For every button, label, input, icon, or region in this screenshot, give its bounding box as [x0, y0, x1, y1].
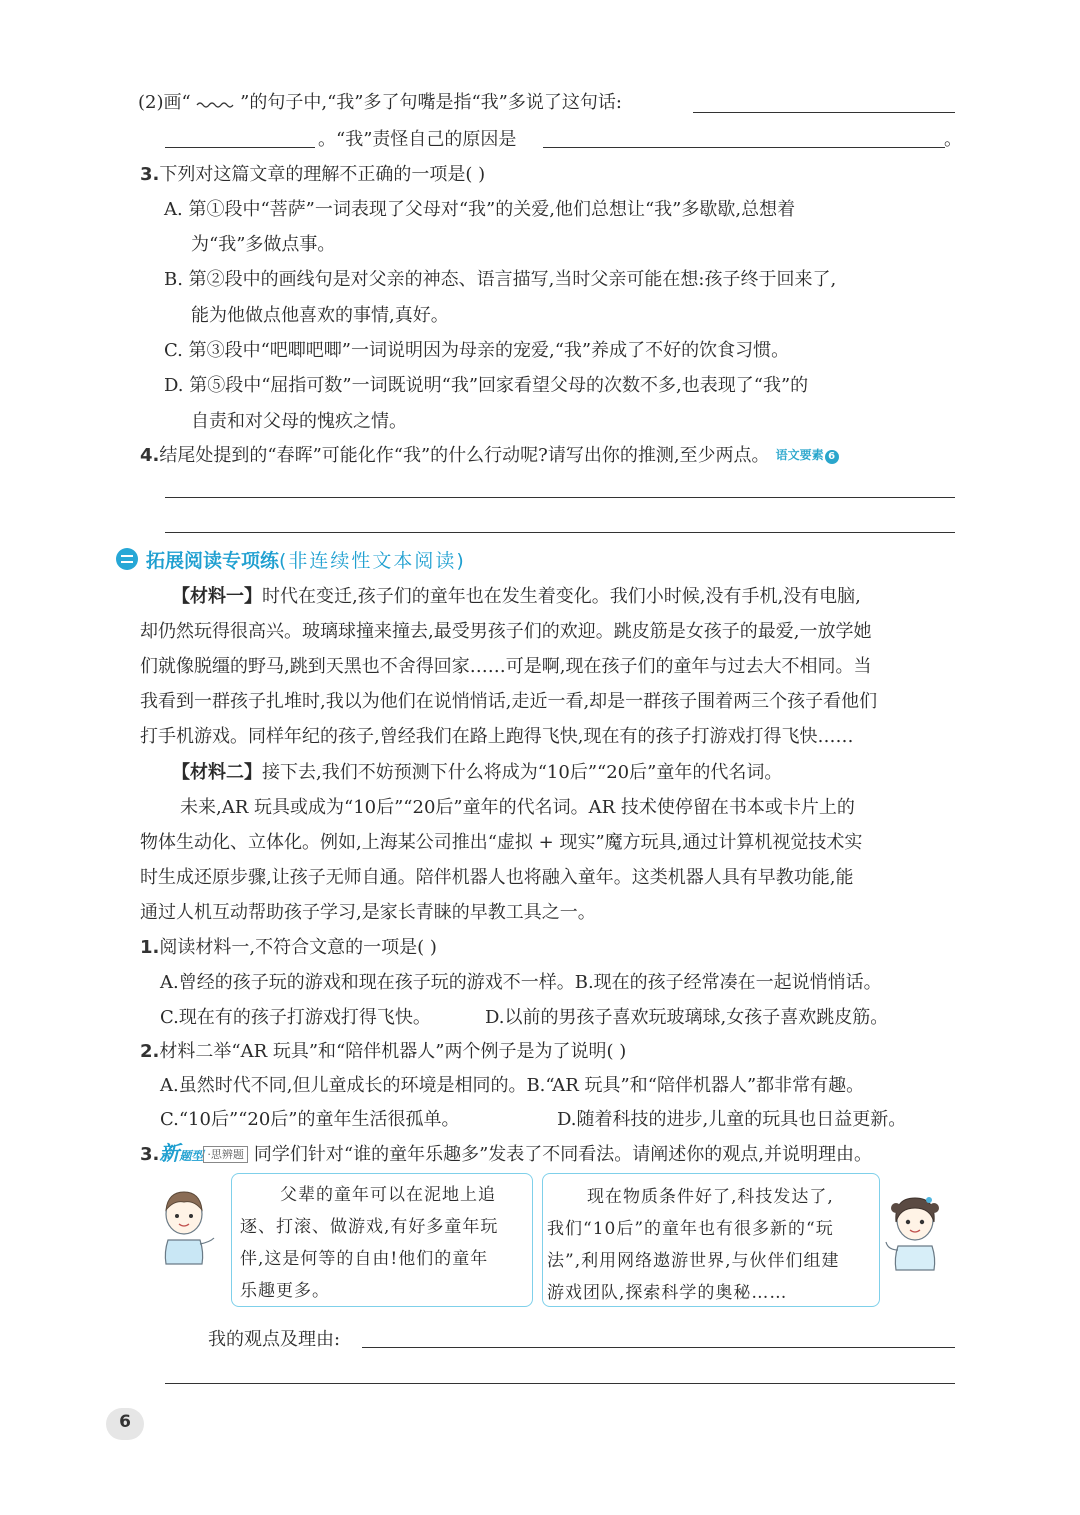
- p2-option-d: D.随着科技的进步,儿童的玩具也日益更新。: [557, 1109, 907, 1130]
- bubble-left-line4: 乐趣更多。: [240, 1281, 330, 1301]
- speech-bubble-left: [231, 1173, 533, 1307]
- q3-option-a-line2: 为“我”多做点事。: [191, 234, 336, 255]
- p1-number: 1.: [140, 937, 160, 958]
- girl-icon: [884, 1190, 946, 1272]
- q2-line1: (2)画“ ”的句子中,“我”多了句嘴是指“我”多说了这句话:: [138, 92, 622, 113]
- boy-icon: [154, 1186, 216, 1266]
- answer-label: 我的观点及理由:: [208, 1329, 341, 1350]
- answer-line[interactable]: [165, 147, 315, 148]
- p2-options-ab: A.虽然时代不同,但儿童成长的环境是相同的。B.“AR 玩具”和“陪伴机器人”都非常有趣。: [160, 1075, 865, 1096]
- p2-stem: 2.材料二举“AR 玩具”和“陪伴机器人”两个例子是为了说明( ): [140, 1041, 627, 1062]
- material2-line4: 时生成还原步骤,让孩子无师自通。陪伴机器人也将融入童年。这类机器人具有早教功能,能: [140, 867, 854, 888]
- new-type-badge: 新题型 ·思辨题: [159, 1137, 254, 1166]
- bubble-right-line1: 现在物质条件好了,科技发达了,: [587, 1187, 834, 1207]
- q3-option-b-line2: 能为他做点他喜欢的事情,真好。: [191, 305, 449, 326]
- answer-line[interactable]: [165, 497, 955, 498]
- q2-line2-end: 。: [944, 129, 962, 150]
- p3-number: 3.: [140, 1144, 160, 1165]
- material1-line1: 【材料一】时代在变迁,孩子们的童年也在发生着变化。我们小时候,没有手机,没有电脑,: [172, 586, 861, 607]
- material2-line1: 【材料二】接下去,我们不妨预测下什么将成为“10后”“20后”童年的代名词。: [172, 762, 783, 783]
- material2-label: 【材料二】: [172, 762, 262, 783]
- p1-stem: 1.阅读材料一,不符合文意的一项是( ): [140, 937, 437, 958]
- p1-option-c: C.现在有的孩子打游戏打得飞快。: [160, 1007, 431, 1028]
- material1-line4: 我看到一群孩子扎堆时,我以为他们在说悄悄话,走近一看,却是一群孩子围着两三个孩子看他们: [140, 691, 878, 712]
- section-subtitle: (非连续性文本阅读): [279, 550, 466, 572]
- section-title: 拓展阅读专项练(非连续性文本阅读): [146, 550, 466, 572]
- p2-number: 2.: [140, 1041, 160, 1062]
- bubble-left-line3: 伴,这是何等的自由!他们的童年: [240, 1249, 489, 1269]
- answer-line[interactable]: [693, 112, 955, 113]
- q3-option-c: C. 第③段中“吧唧吧唧”一词说明因为母亲的宠爱,“我”养成了不好的饮食习惯。: [164, 340, 790, 361]
- q3-stem: 3.下列对这篇文章的理解不正确的一项是( ): [140, 164, 486, 185]
- q2-line2: 。“我”责怪自己的原因是: [318, 129, 517, 150]
- bubble-right-line4: 游戏团队,探索科学的奥秘……: [547, 1283, 788, 1303]
- q3-number: 3.: [140, 164, 160, 185]
- material2-line2: 未来,AR 玩具或成为“10后”“20后”童年的代名词。AR 技术使停留在书本或卡片上的: [180, 797, 855, 818]
- material1-line5: 打手机游戏。同样年纪的孩子,曾经我们在路上跑得飞快,现在有的孩子打游戏打得飞快……: [140, 726, 854, 747]
- p3-stem: 3.新题型 ·思辨题 同学们针对“谁的童年乐趣多”发表了不同看法。请阐述你的观点,并说明理由。: [140, 1137, 872, 1166]
- material1-line2: 却仍然玩得很高兴。玻璃球撞来撞去,最受男孩子们的欢迎。跳皮筋是女孩子的最爱,一放学她: [140, 621, 872, 642]
- page-number-badge: [106, 1408, 144, 1440]
- material2-line5: 通过人机互动帮助孩子学习,是家长青睐的早教工具之一。: [140, 902, 596, 923]
- p1-option-d: D.以前的男孩子喜欢玩玻璃球,女孩子喜欢跳皮筋。: [485, 1007, 889, 1028]
- material1-line3: 们就像脱缰的野马,跳到天黑也不舍得回家……可是啊,现在孩子们的童年与过去大不相同。当: [140, 656, 872, 677]
- answer-line[interactable]: [362, 1347, 955, 1348]
- q4-number: 4.: [140, 445, 160, 466]
- page-number: 6: [119, 1412, 131, 1432]
- q4-stem: 4.结尾处提到的“春晖”可能化作“我”的什么行动呢?请写出你的推测,至少两点。 语文要素 6: [140, 441, 839, 467]
- answer-line[interactable]: [543, 147, 945, 148]
- q3-option-a-line1: A. 第①段中“菩萨”一词表现了父母对“我”的关爱,他们总想让“我”多歇歇,总想着: [164, 199, 796, 220]
- bubble-left-line2: 逐、打滚、做游戏,有好多童年玩: [240, 1217, 499, 1237]
- element-tag: 语文要素 6: [776, 446, 839, 464]
- bubble-right-line3: 法”,利用网络遨游世界,与伙伴们组建: [547, 1251, 840, 1271]
- bubble-right-line2: 我们“10后”的童年也有很多新的“玩: [547, 1219, 834, 1239]
- p2-option-c: C.“10后”“20后”的童年生活很孤单。: [160, 1109, 460, 1130]
- section-two-icon: [116, 548, 138, 570]
- q3-option-d-line1: D. 第⑤段中“屈指可数”一词既说明“我”回家看望父母的次数不多,也表现了“我”的: [164, 375, 809, 396]
- material1-label: 【材料一】: [172, 586, 262, 607]
- wavy-underline-icon: [196, 99, 234, 109]
- answer-line[interactable]: [165, 1383, 955, 1384]
- bubble-left-line1: 父辈的童年可以在泥地上追: [280, 1185, 496, 1205]
- q3-option-d-line2: 自责和对父母的愧疚之情。: [191, 411, 407, 432]
- q3-option-b-line1: B. 第②段中的画线句是对父亲的神态、语言描写,当时父亲可能在想:孩子终于回来了,: [164, 269, 837, 290]
- answer-line[interactable]: [165, 532, 955, 533]
- speech-bubble-right: [542, 1173, 880, 1307]
- p1-options-ab: A.曾经的孩子玩的游戏和现在孩子玩的游戏不一样。B.现在的孩子经常凑在一起说悄悄话。: [160, 972, 882, 993]
- material2-line3: 物体生动化、立体化。例如,上海某公司推出“虚拟 + 现实”魔方玩具,通过计算机视觉技术实: [140, 832, 863, 853]
